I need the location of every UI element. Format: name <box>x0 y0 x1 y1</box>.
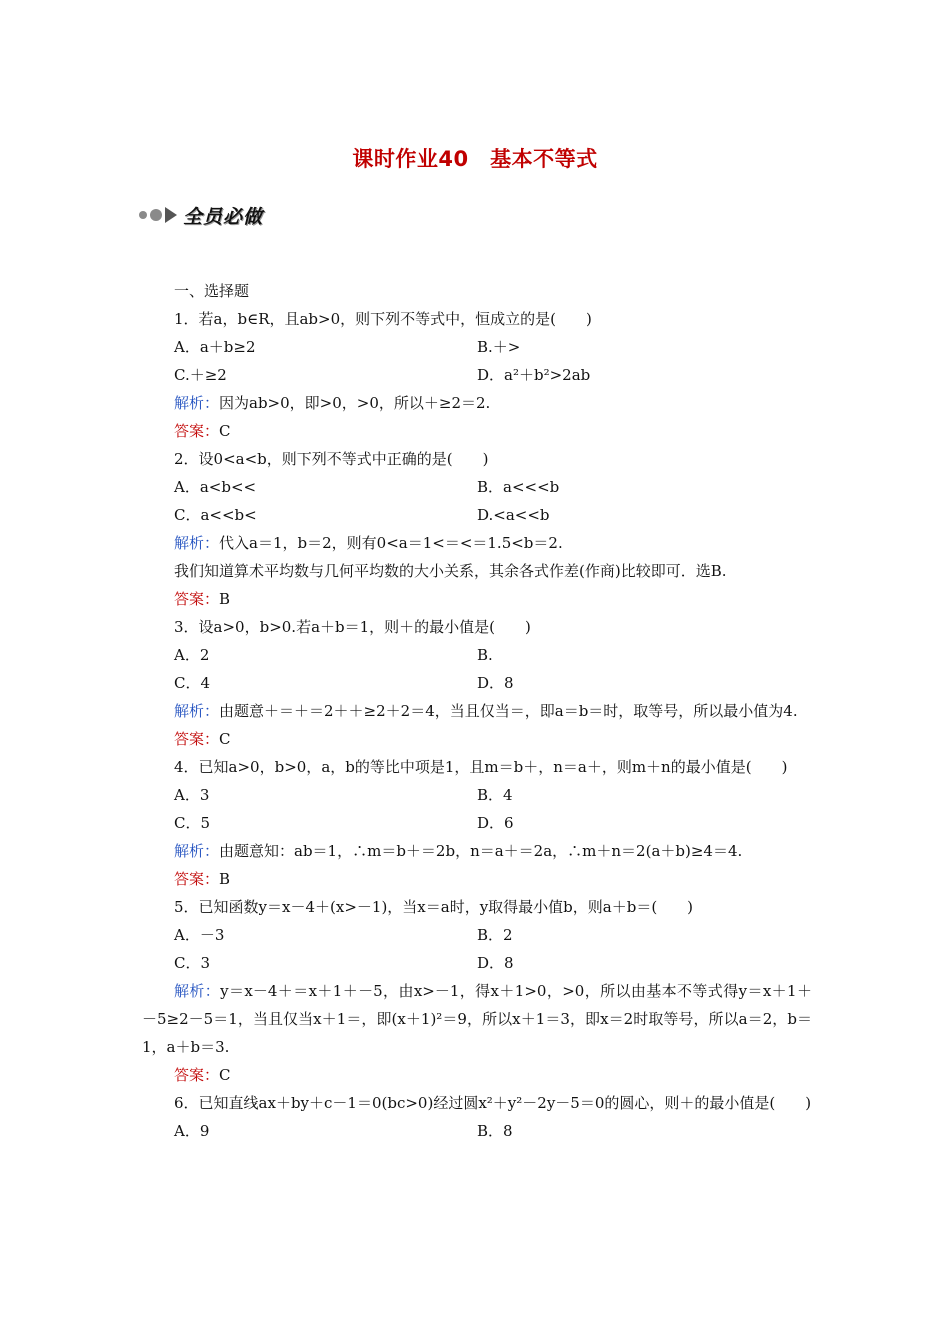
analysis-text: y＝x－4＋＝x＋1＋－5，由x>－1，得x＋1>0，>0，所以由基本不等式得y＝x＋1＋－5≥2－5＝1，当且仅当x＋1＝，即(x＋1)²＝9，所以x＋1＝3，即x＝2时取等号，所以a＝2，b＝1，a＋b＝3. <box>142 982 812 1056</box>
question-stem: 2．设0<a<b，则下列不等式中正确的是( ) <box>174 450 489 468</box>
option: C．5 <box>174 814 211 832</box>
answer-value: B <box>219 590 231 608</box>
answer-label: 答案： <box>174 730 220 748</box>
question-stem: 4．已知a>0，b>0，a，b的等比中项是1，且m＝b＋，n＝a＋，则m＋n的最小值是( ) <box>174 758 788 776</box>
option: A．2 <box>174 646 210 664</box>
option-row <box>142 333 812 361</box>
option: A．a<b<< <box>174 478 257 496</box>
option-row <box>142 473 812 501</box>
option: B．a<<<b <box>477 478 560 496</box>
option-row <box>142 361 812 389</box>
page-title: 课时作业40 基本不等式 <box>352 147 598 171</box>
option: A．3 <box>174 786 210 804</box>
option: C．3 <box>174 954 211 972</box>
option: C．4 <box>174 674 211 692</box>
answer-value: C <box>219 422 231 440</box>
option: B．8 <box>477 1122 513 1140</box>
option: D.<a<<b <box>477 506 550 524</box>
option: B. <box>477 646 493 664</box>
question-stem: 5．已知函数y＝x－4＋(x>－1)，当x＝a时，y取得最小值b，则a＋b＝( ) <box>174 898 694 916</box>
analysis <box>142 529 812 557</box>
answer-label: 答案： <box>174 590 220 608</box>
answer-label: 答案： <box>174 422 220 440</box>
banner-label: 全员必做 <box>183 205 264 228</box>
question-stem: 3．设a>0，b>0.若a＋b＝1，则＋的最小值是( ) <box>174 618 531 636</box>
option: A．a＋b≥2 <box>174 338 256 356</box>
option: A．9 <box>174 1122 210 1140</box>
analysis-continued: 我们知道算术平均数与几何平均数的大小关系，其余各式作差(作商)比较即可．选B. <box>174 562 727 580</box>
option-row <box>142 669 812 697</box>
answer-value: C <box>219 1066 231 1084</box>
analysis <box>142 389 812 417</box>
option: B.＋> <box>477 338 521 356</box>
answer <box>142 865 812 893</box>
answer-label: 答案： <box>174 870 220 888</box>
option-row <box>142 501 812 529</box>
exercise-content <box>142 277 812 1145</box>
option: A．－3 <box>174 926 225 944</box>
analysis-label: 解析： <box>174 842 220 860</box>
answer <box>142 417 812 445</box>
option: C.＋≥2 <box>174 366 227 384</box>
option: C．a<<b< <box>174 506 257 524</box>
option-row <box>142 949 812 977</box>
option: B．2 <box>477 926 513 944</box>
answer-value: B <box>219 870 231 888</box>
option-row <box>142 1117 812 1145</box>
option: D．8 <box>477 674 514 692</box>
dot-icon <box>150 209 162 221</box>
option: D．6 <box>477 814 514 832</box>
option-row <box>142 809 812 837</box>
section-banner <box>139 200 263 230</box>
answer <box>142 1061 812 1089</box>
analysis-label: 解析： <box>174 534 220 552</box>
option-row <box>142 641 812 669</box>
option-row <box>142 921 812 949</box>
section-heading: 一、选择题 <box>174 282 250 300</box>
option: B．4 <box>477 786 513 804</box>
question-stem: 6．已知直线ax＋by＋c－1＝0(bc>0)经过圆x²＋y²－2y－5＝0的圆心，则＋的最小值是( ) <box>174 1094 812 1112</box>
option: D．8 <box>477 954 514 972</box>
analysis <box>142 977 812 1061</box>
analysis-text: 代入a＝1，b＝2，则有0<a＝1<＝<＝1.5<b＝2. <box>219 534 563 552</box>
analysis <box>142 837 812 865</box>
question-stem: 1．若a，b∈R，且ab>0，则下列不等式中，恒成立的是( ) <box>174 310 592 328</box>
option: D．a²＋b²>2ab <box>477 366 591 384</box>
analysis-text: 由题意知：ab＝1，∴m＝b＋＝2b，n＝a＋＝2a，∴m＋n＝2(a＋b)≥4＝4. <box>219 842 743 860</box>
dot-icon <box>139 211 147 219</box>
analysis-text: 因为ab>0，即>0，>0，所以＋≥2＝2. <box>219 394 491 412</box>
analysis <box>142 697 812 725</box>
option-row <box>142 781 812 809</box>
answer-label: 答案： <box>174 1066 220 1084</box>
analysis-label: 解析： <box>174 982 221 1000</box>
answer <box>142 585 812 613</box>
analysis-label: 解析： <box>174 702 220 720</box>
answer <box>142 725 812 753</box>
analysis-label: 解析： <box>174 394 220 412</box>
arrow-icon <box>165 207 177 223</box>
analysis-text: 由题意＋＝＋＝2＋＋≥2＋2＝4，当且仅当＝，即a＝b＝时，取等号，所以最小值为4. <box>219 702 798 720</box>
answer-value: C <box>219 730 231 748</box>
